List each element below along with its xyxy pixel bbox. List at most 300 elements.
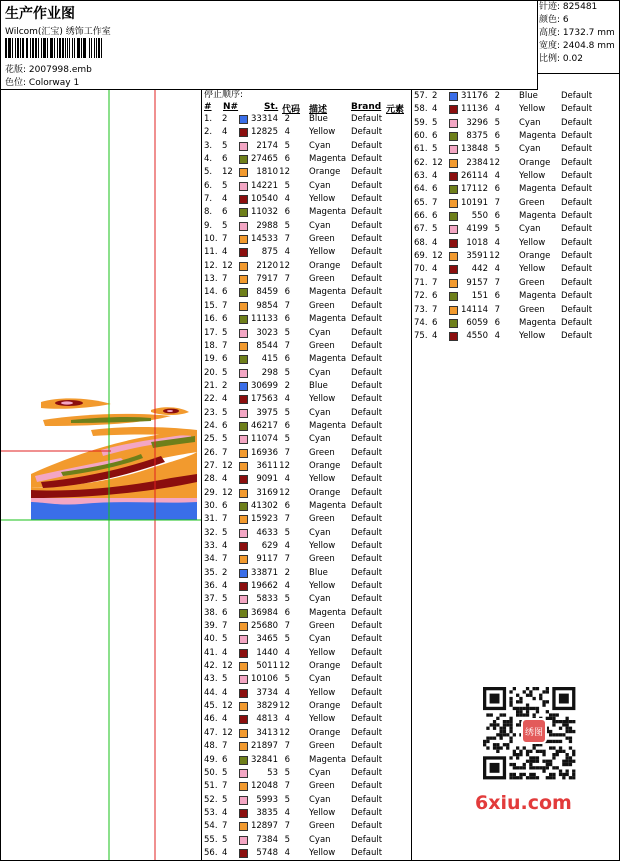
- row-code: 4: [494, 171, 500, 182]
- color-swatch: [239, 502, 248, 511]
- color-swatch: [449, 306, 458, 315]
- color-swatch: [239, 662, 248, 671]
- row-brand: Default: [561, 197, 593, 208]
- table-row: [202, 166, 411, 179]
- row-index: 34.: [204, 554, 218, 565]
- row-code: 4: [284, 647, 290, 658]
- row-code: 5: [494, 144, 500, 155]
- row-needle: 4: [222, 687, 228, 698]
- row-code: 12: [279, 661, 290, 672]
- col-element: 元素: [386, 105, 405, 115]
- row-stitches: 25680: [250, 621, 278, 632]
- row-index: 14.: [204, 287, 218, 298]
- table-row: [202, 727, 411, 740]
- table-row: [202, 260, 411, 273]
- row-brand: Default: [351, 367, 383, 378]
- row-needle: 6: [222, 207, 228, 218]
- color-swatch: [239, 288, 248, 297]
- table-row: [202, 313, 411, 326]
- row-description: Yellow: [519, 104, 546, 115]
- row-stitches: 3734: [256, 687, 278, 698]
- row-description: Magenta: [309, 607, 347, 618]
- row-description: Magenta: [519, 131, 557, 142]
- row-stitches: 26114: [460, 171, 488, 182]
- table-row: [202, 593, 411, 606]
- row-brand: Default: [561, 224, 593, 235]
- stat-row: [537, 40, 619, 53]
- color-swatch: [239, 315, 248, 324]
- stats-panel: [537, 1, 619, 74]
- stat-label: 颜色:: [539, 15, 561, 25]
- row-index: 72.: [414, 291, 428, 302]
- color-swatch: [239, 542, 248, 551]
- row-code: 6: [284, 354, 290, 365]
- row-brand: Default: [351, 687, 383, 698]
- row-description: Orange: [309, 167, 341, 178]
- table-row: [202, 407, 411, 420]
- table-row: [412, 90, 619, 103]
- table-row: [202, 794, 411, 807]
- row-needle: 6: [222, 607, 228, 618]
- row-stitches: 3413: [256, 727, 278, 738]
- row-needle: 5: [432, 117, 438, 128]
- row-brand: Default: [351, 527, 383, 538]
- row-code: 12: [489, 251, 500, 262]
- row-stitches: 53: [267, 767, 278, 778]
- row-needle: 5: [222, 834, 228, 845]
- row-code: 7: [284, 554, 290, 565]
- row-index: 47.: [204, 727, 218, 738]
- row-index: 35.: [204, 567, 218, 578]
- row-stitches: 9091: [256, 474, 278, 485]
- row-description: Magenta: [519, 184, 557, 195]
- row-description: Green: [309, 554, 335, 565]
- row-needle: 4: [222, 807, 228, 818]
- row-brand: Default: [561, 144, 593, 155]
- color-swatch: [239, 302, 248, 311]
- row-index: 36.: [204, 581, 218, 592]
- color-swatch: [239, 529, 248, 538]
- row-index: 56.: [204, 847, 218, 858]
- row-description: Blue: [309, 114, 328, 124]
- table-row: [202, 633, 411, 646]
- color-swatch: [239, 689, 248, 698]
- row-brand: Default: [351, 701, 383, 712]
- header-panel: [1, 1, 538, 90]
- table-row: [412, 183, 619, 196]
- row-description: Cyan: [309, 180, 331, 191]
- row-needle: 4: [222, 474, 228, 485]
- row-description: Magenta: [309, 287, 347, 298]
- row-needle: 4: [222, 194, 228, 205]
- row-needle: 5: [222, 767, 228, 778]
- row-description: Blue: [309, 380, 328, 391]
- table-row: [202, 220, 411, 233]
- row-description: Magenta: [309, 354, 347, 365]
- row-stitches: 4550: [466, 331, 488, 342]
- row-needle: 7: [222, 447, 228, 458]
- table-row: [412, 317, 619, 330]
- row-needle: 12: [222, 487, 233, 498]
- row-stitches: 5993: [256, 794, 278, 805]
- row-description: Green: [309, 781, 335, 792]
- row-needle: 2: [432, 91, 438, 101]
- row-needle: 4: [432, 237, 438, 248]
- row-stitches: 11032: [250, 207, 278, 218]
- table-row: [412, 170, 619, 183]
- table-row: [412, 197, 619, 210]
- row-index: 25.: [204, 434, 218, 445]
- table-row: [412, 157, 619, 170]
- color-swatch: [239, 142, 248, 151]
- color-swatch: [239, 208, 248, 217]
- row-stitches: 151: [471, 291, 488, 302]
- row-code: 6: [494, 291, 500, 302]
- stat-label: 宽度:: [539, 41, 561, 51]
- watermark-logo: 6xiu.com: [475, 792, 572, 814]
- row-stitches: 31176: [460, 91, 488, 101]
- row-brand: Default: [351, 340, 383, 351]
- row-code: 4: [284, 847, 290, 858]
- table-row: [202, 367, 411, 380]
- row-code: 12: [279, 727, 290, 738]
- table-row: [202, 327, 411, 340]
- row-code: 4: [284, 474, 290, 485]
- color-swatch: [239, 222, 248, 231]
- row-code: 5: [284, 594, 290, 605]
- row-stitches: 11074: [250, 434, 278, 445]
- row-description: Green: [519, 304, 545, 315]
- row-code: 7: [284, 781, 290, 792]
- table-row: [202, 713, 411, 726]
- table-row: [202, 393, 411, 406]
- row-description: Magenta: [309, 154, 347, 165]
- row-brand: Default: [351, 767, 383, 778]
- row-brand: Default: [561, 237, 593, 248]
- row-description: Yellow: [519, 264, 546, 275]
- row-code: 6: [284, 207, 290, 218]
- row-index: 33.: [204, 541, 218, 551]
- row-description: Cyan: [519, 144, 541, 155]
- row-index: 4.: [204, 154, 213, 165]
- row-index: 70.: [414, 264, 428, 275]
- row-index: 41.: [204, 647, 218, 658]
- row-stitches: 3611: [256, 460, 278, 471]
- row-index: 6.: [204, 180, 213, 191]
- row-needle: 5: [222, 634, 228, 645]
- row-stitches: 3835: [256, 807, 278, 818]
- color-swatch: [239, 422, 248, 431]
- row-code: 4: [494, 237, 500, 248]
- row-index: 21.: [204, 380, 218, 391]
- row-stitches: 10540: [250, 194, 278, 205]
- row-needle: 4: [432, 264, 438, 275]
- row-needle: 5: [222, 594, 228, 605]
- row-needle: 5: [222, 327, 228, 338]
- row-needle: 5: [222, 407, 228, 418]
- row-index: 1.: [204, 114, 213, 124]
- row-description: Green: [309, 340, 335, 351]
- row-brand: Default: [561, 277, 593, 288]
- row-brand: Default: [351, 287, 383, 298]
- row-needle: 5: [222, 140, 228, 151]
- row-code: 5: [284, 794, 290, 805]
- row-index: 46.: [204, 714, 218, 725]
- row-stitches: 5833: [256, 594, 278, 605]
- color-swatch: [239, 702, 248, 711]
- row-stitches: 11136: [460, 104, 488, 115]
- row-stitches: 15923: [250, 514, 278, 525]
- table-row: [202, 807, 411, 820]
- table-row: [202, 233, 411, 246]
- row-stitches: 27465: [250, 154, 278, 165]
- row-needle: 7: [432, 304, 438, 315]
- row-brand: Default: [351, 314, 383, 325]
- row-needle: 7: [222, 554, 228, 565]
- row-brand: Default: [561, 131, 593, 142]
- row-index: 66.: [414, 211, 428, 222]
- row-brand: Default: [561, 184, 593, 195]
- table-row: [202, 660, 411, 673]
- row-stitches: 7917: [256, 274, 278, 285]
- row-brand: Default: [351, 754, 383, 765]
- row-index: 30.: [204, 500, 218, 511]
- row-description: Magenta: [309, 754, 347, 765]
- row-stitches: 1810: [256, 167, 278, 178]
- row-index: 40.: [204, 634, 218, 645]
- row-description: Cyan: [309, 434, 331, 445]
- table-row: [202, 620, 411, 633]
- row-description: Yellow: [519, 237, 546, 248]
- row-stitches: 3023: [256, 327, 278, 338]
- color-swatch: [449, 239, 458, 248]
- table-row: [202, 540, 411, 553]
- row-index: 65.: [414, 197, 428, 208]
- row-needle: 5: [222, 180, 228, 191]
- stop-sequence-table-2: [412, 90, 619, 344]
- row-stitches: 14533: [250, 234, 278, 245]
- table-row: [202, 126, 411, 139]
- row-code: 12: [279, 167, 290, 178]
- col-index: #: [204, 102, 212, 112]
- row-brand: Default: [561, 291, 593, 302]
- row-index: 42.: [204, 661, 218, 672]
- row-needle: 4: [222, 394, 228, 405]
- row-brand: Default: [351, 460, 383, 471]
- color-swatch: [239, 515, 248, 524]
- table-row: [412, 277, 619, 290]
- row-description: Cyan: [309, 594, 331, 605]
- row-stitches: 14221: [250, 180, 278, 191]
- row-code: 2: [284, 567, 290, 578]
- row-index: 17.: [204, 327, 218, 338]
- row-stitches: 5748: [256, 847, 278, 858]
- row-needle: 4: [222, 647, 228, 658]
- colorway-line: [5, 75, 79, 88]
- row-stitches: 2988: [256, 220, 278, 231]
- row-index: 10.: [204, 234, 218, 245]
- row-stitches: 12897: [250, 821, 278, 832]
- row-description: Yellow: [309, 807, 336, 818]
- row-needle: 6: [222, 314, 228, 325]
- row-code: 6: [494, 211, 500, 222]
- row-description: Orange: [309, 661, 341, 672]
- table-row: [202, 487, 411, 500]
- row-needle: 12: [222, 260, 233, 271]
- stat-value: 1732.7 mm: [562, 28, 615, 38]
- table-row: [202, 180, 411, 193]
- row-stitches: 875: [261, 247, 278, 258]
- row-index: 22.: [204, 394, 218, 405]
- row-code: 6: [494, 131, 500, 142]
- row-description: Green: [519, 277, 545, 288]
- row-brand: Default: [351, 567, 383, 578]
- row-code: 6: [284, 287, 290, 298]
- row-stitches: 1440: [256, 647, 278, 658]
- table-row: [202, 153, 411, 166]
- row-stitches: 2120: [256, 260, 278, 271]
- table-row: [202, 567, 411, 580]
- design-label: 花版:: [5, 65, 27, 75]
- row-brand: Default: [561, 91, 593, 101]
- row-needle: 12: [222, 167, 233, 178]
- row-needle: 12: [222, 460, 233, 471]
- row-description: Yellow: [309, 847, 336, 858]
- col-description: 描述: [309, 105, 328, 115]
- row-stitches: 9157: [466, 277, 488, 288]
- row-code: 4: [494, 104, 500, 115]
- row-index: 39.: [204, 621, 218, 632]
- table-row: [412, 250, 619, 263]
- color-swatch: [239, 489, 248, 498]
- row-index: 18.: [204, 340, 218, 351]
- row-brand: Default: [351, 140, 383, 151]
- row-index: 16.: [204, 314, 218, 325]
- row-stitches: 3169: [256, 487, 278, 498]
- color-swatch: [239, 675, 248, 684]
- row-description: Cyan: [309, 794, 331, 805]
- row-brand: Default: [561, 171, 593, 182]
- color-swatch: [239, 395, 248, 404]
- table-row: [202, 607, 411, 620]
- row-index: 49.: [204, 754, 218, 765]
- col-stitches: St.: [264, 102, 279, 112]
- row-code: 7: [284, 821, 290, 832]
- row-needle: 4: [222, 714, 228, 725]
- row-description: Yellow: [309, 714, 336, 725]
- row-code: 2: [284, 380, 290, 391]
- row-brand: Default: [561, 317, 593, 328]
- row-needle: 5: [222, 434, 228, 445]
- row-code: 5: [284, 767, 290, 778]
- table-row: [202, 754, 411, 767]
- row-needle: 4: [432, 331, 438, 342]
- row-description: Orange: [519, 157, 551, 168]
- row-stitches: 8375: [466, 131, 488, 142]
- table-row: [202, 300, 411, 313]
- row-brand: Default: [351, 260, 383, 271]
- color-swatch: [239, 382, 248, 391]
- row-code: 6: [284, 607, 290, 618]
- row-index: 59.: [414, 117, 428, 128]
- row-code: 7: [494, 197, 500, 208]
- row-description: Orange: [309, 727, 341, 738]
- row-needle: 6: [432, 211, 438, 222]
- row-stitches: 21897: [250, 741, 278, 752]
- row-stitches: 3975: [256, 407, 278, 418]
- color-swatch: [239, 555, 248, 564]
- row-index: 31.: [204, 514, 218, 525]
- embroidery-preview: [1, 90, 202, 860]
- row-index: 61.: [414, 144, 428, 155]
- row-code: 6: [284, 420, 290, 431]
- table-row: [202, 767, 411, 780]
- row-description: Yellow: [309, 541, 336, 551]
- row-code: 4: [284, 541, 290, 551]
- table-row: [202, 420, 411, 433]
- row-stitches: 17563: [250, 394, 278, 405]
- row-code: 6: [494, 184, 500, 195]
- table-row: [202, 206, 411, 219]
- color-swatch: [449, 132, 458, 141]
- color-swatch: [449, 145, 458, 154]
- row-needle: 4: [222, 247, 228, 258]
- color-swatch: [239, 355, 248, 364]
- row-stitches: 33871: [250, 567, 278, 578]
- row-description: Magenta: [309, 420, 347, 431]
- row-description: Magenta: [309, 207, 347, 218]
- row-stitches: 11133: [250, 314, 278, 325]
- row-brand: Default: [351, 634, 383, 645]
- row-brand: Default: [351, 220, 383, 231]
- row-stitches: 17112: [460, 184, 488, 195]
- table-row: [202, 433, 411, 446]
- row-needle: 5: [432, 224, 438, 235]
- row-description: Yellow: [519, 331, 546, 342]
- row-needle: 7: [222, 274, 228, 285]
- row-index: 24.: [204, 420, 218, 431]
- color-swatch: [239, 195, 248, 204]
- color-swatch: [239, 769, 248, 778]
- table-row: [202, 353, 411, 366]
- row-needle: 2: [222, 380, 228, 391]
- design-preview-graphic: [1, 90, 201, 860]
- table-row: [202, 273, 411, 286]
- color-swatch: [239, 475, 248, 484]
- row-needle: 5: [222, 674, 228, 685]
- row-needle: 6: [222, 500, 228, 511]
- row-description: Yellow: [309, 647, 336, 658]
- row-stitches: 46217: [250, 420, 278, 431]
- table-row: [202, 340, 411, 353]
- row-needle: 7: [222, 300, 228, 311]
- table-row: [412, 210, 619, 223]
- color-swatch: [239, 756, 248, 765]
- color-swatch: [239, 342, 248, 351]
- color-swatch: [239, 836, 248, 845]
- row-index: 63.: [414, 171, 428, 182]
- row-brand: Default: [561, 304, 593, 315]
- row-description: Green: [309, 821, 335, 832]
- row-code: 4: [284, 394, 290, 405]
- color-swatch: [239, 595, 248, 604]
- row-code: 2: [284, 114, 290, 124]
- row-description: Green: [519, 197, 545, 208]
- table-row: [202, 113, 411, 126]
- stat-row: [537, 14, 619, 27]
- row-brand: Default: [351, 300, 383, 311]
- qr-code: [471, 683, 587, 783]
